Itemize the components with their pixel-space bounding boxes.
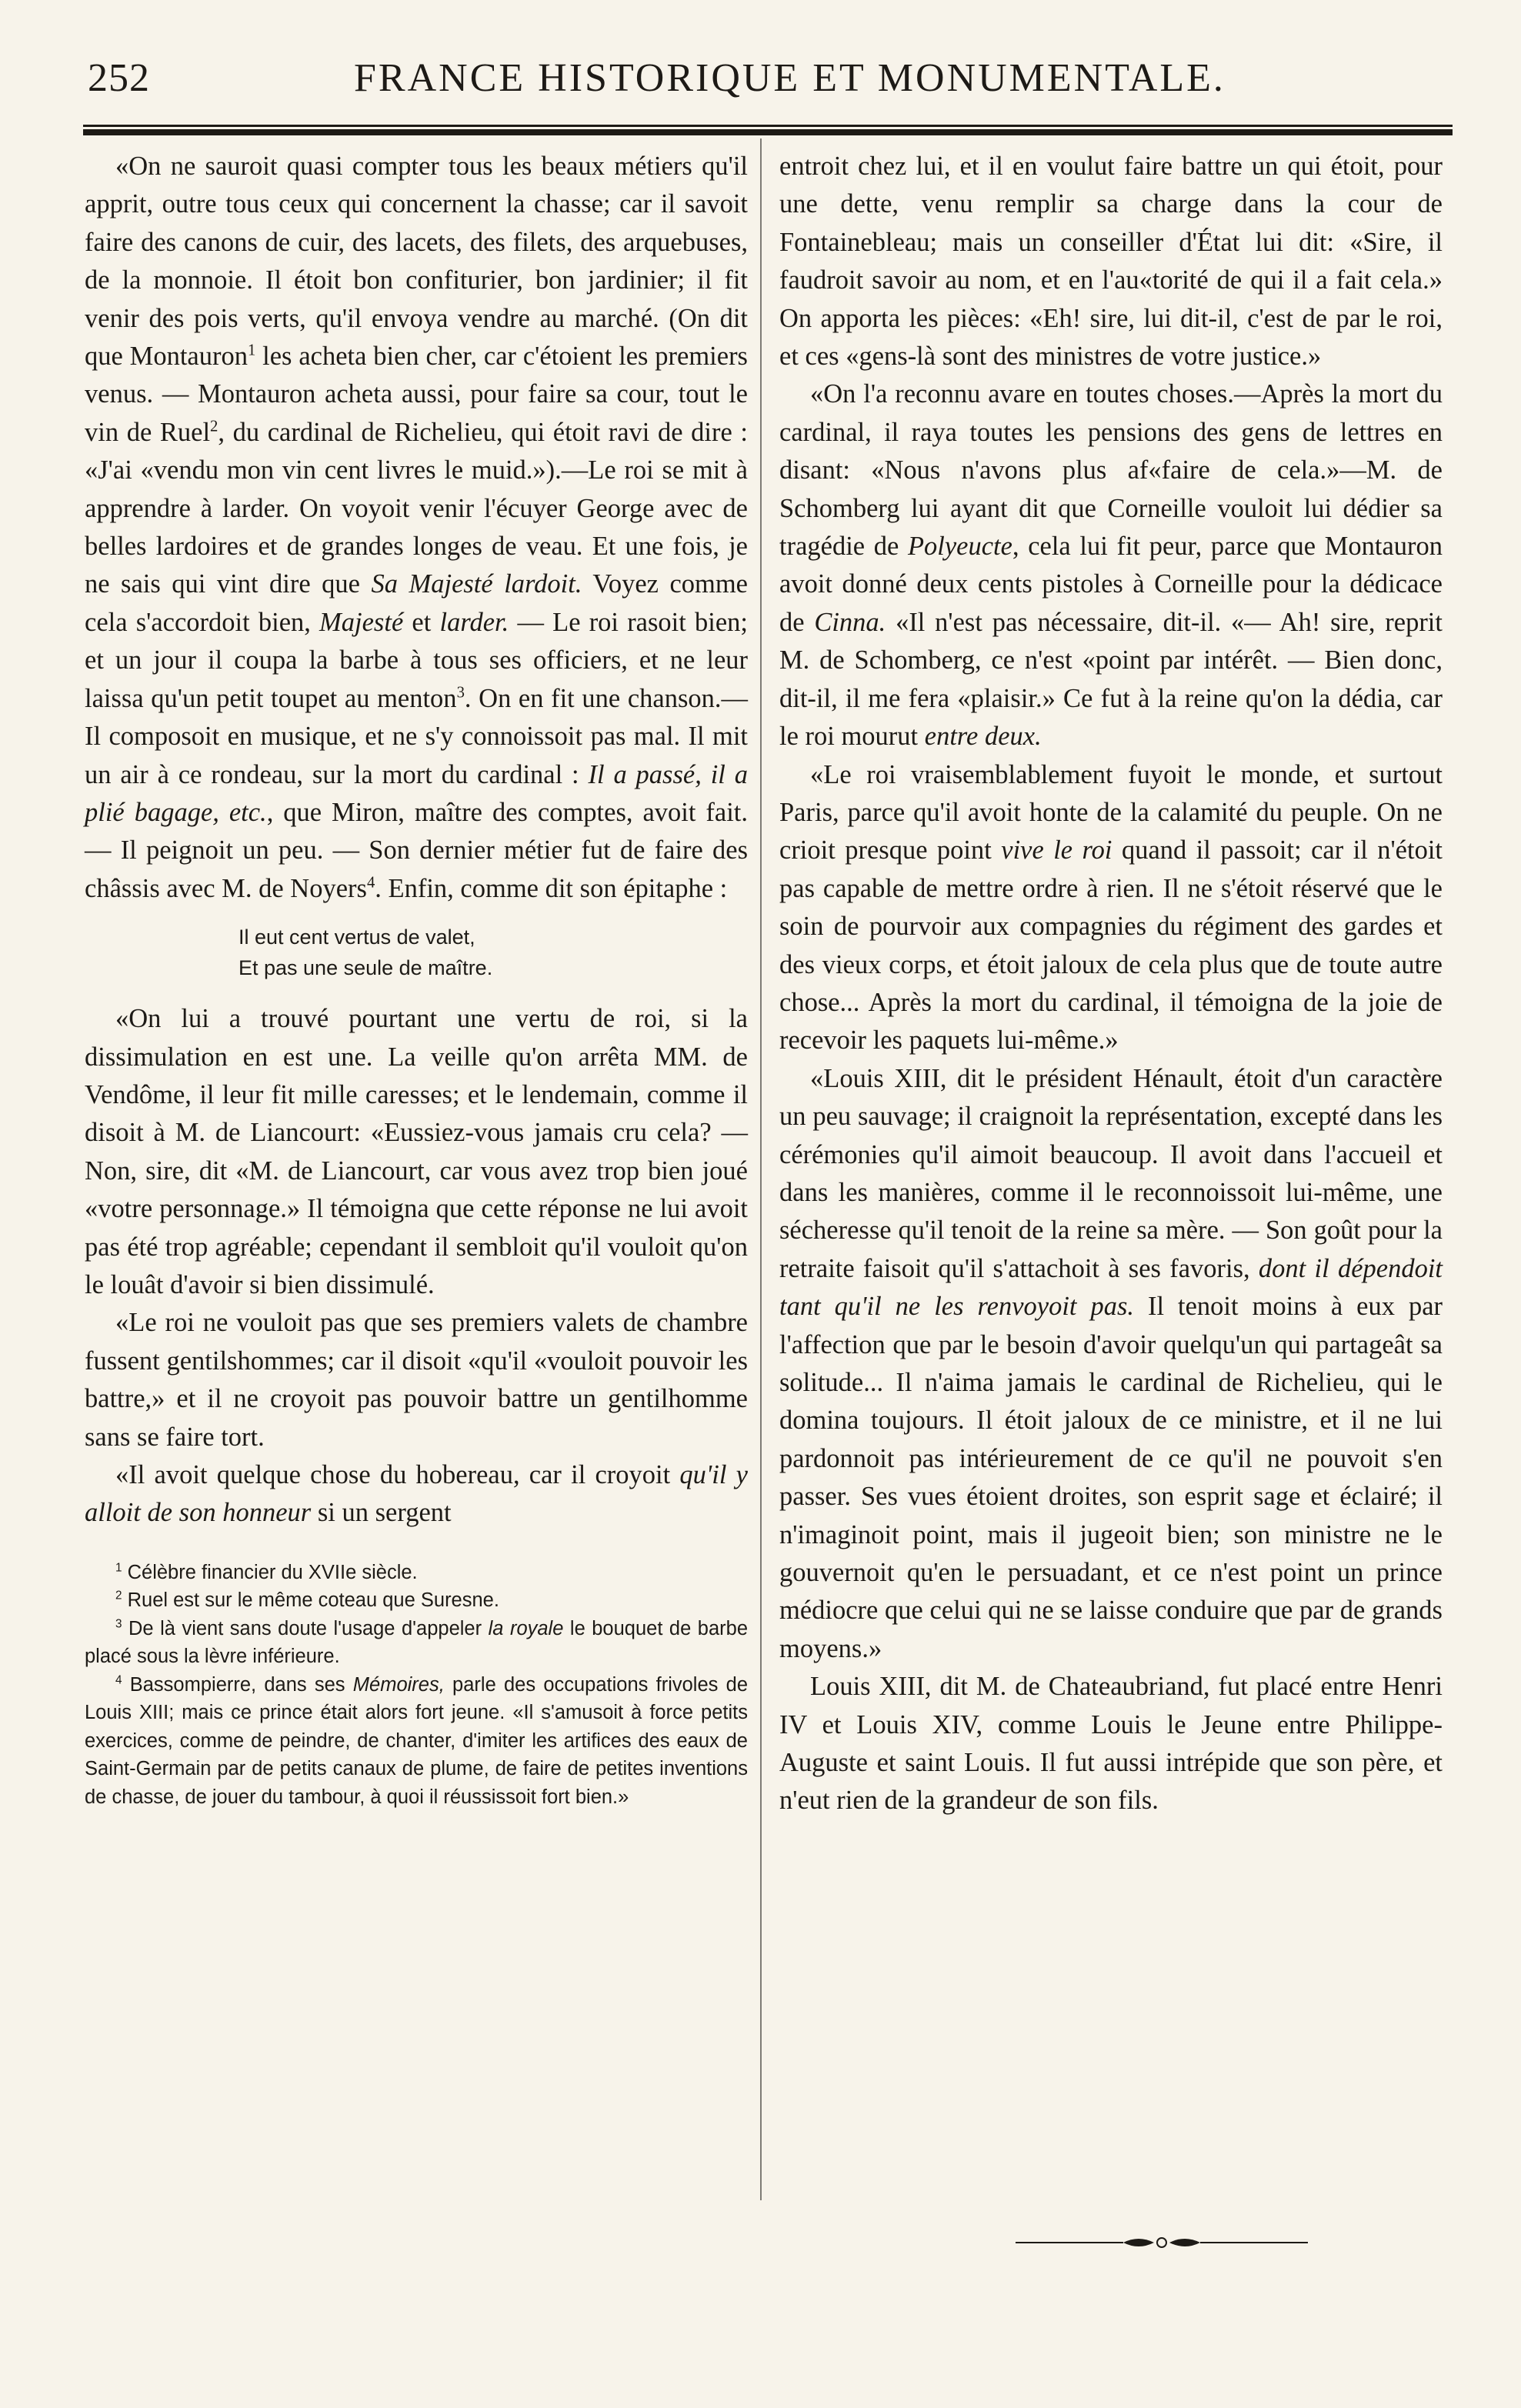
paragraph: «On ne sauroit quasi compter tous les beaux métiers qu'il apprit, outre tous ceux qui concernent la chasse; car il savoit faire des canons de cuir, des lacets, des filets, des arquebuses, de la monnoie. Il étoit bon confiturier, bon jardinier; il fit venir des pois verts, qu'il envoya vendre au marché. (On dit que Montauron$^1$ les acheta bien cher, car c'étoient les premiers venus. — Montauron acheta aussi, pour faire sa cour, tout le vin de Ruel$^2$, du cardinal de Richelieu, qui étoit ravi de dire : «J'ai «vendu mon vin cent livres le muid.»).—Le roi se mit à apprendre à larder. On voyoit venir l'écuyer George avec de belles lardoires et de grandes longes de veau. Et une fois, je ne sais qui vint dire que Sa Majesté lardoit. Voyez comme cela s'accordoit bien, Majesté et larder. — Le roi rasoit bien; et un jour il coupa la barbe à tous ses officiers, et ne leur laissa qu'un petit toupet au menton$^3$. On en fit une chanson.—Il composoit en musique, et ne s'y connoissoit pas mal. Il mit un air à ce rondeau, sur la mort du cardinal : Il a passé, il a plié bagage, etc., que Miron, maître des comptes, avoit fait. — Il peignoit un peu. — Son dernier métier fut de faire des châssis avec M. de Noyers$^4$. Enfin, comme dit son épitaphe : bbox=[85, 152, 748, 903]
paragraph: entroit chez lui, et il en voulut faire battre un qui étoit, pour une dette, venu remplir sa charge dans la cour de Fontainebleau; mais un conseiller d'État lui dit: «Sire, il faudroit savoir au nom, et en l'au«torité de qui il a fait cela.» On apporta les pièces: «Eh! sire, lui dit-il, c'est de par le roi, et ces «gens-là sont des ministres de votre justice.» bbox=[779, 152, 1443, 372]
page-header bbox=[77, 55, 1454, 109]
paragraph: «Le roi ne vouloit pas que ses premiers valets de chambre fussent gentilshommes; car il disoit «qu'il «vouloit pouvoir les battre,» et il ne croyoit pas pouvoir battre un gentilhomme sans se faire tort. bbox=[85, 1308, 748, 1452]
verse-line: Et pas une seule de maître. bbox=[238, 956, 493, 980]
verse-line: Il eut cent vertus de valet, bbox=[238, 926, 475, 949]
footnote-ref: 1 bbox=[247, 342, 256, 359]
paragraph: Louis XIII, dit M. de Chateaubriand, fut placé entre Henri IV et Louis XIV, comme Louis le Jeune entre Philippe-Auguste et saint Louis. Il fut aussi intrépide que son père, et n'eut rien de la grandeur de son fils. bbox=[779, 1672, 1443, 1816]
paragraph: «On l'a reconnu avare en toutes choses.—Après la mort du cardinal, il raya toutes les pensions des gens de lettres en disant: «Nous n'avons plus af«faire de cela.»—M. de Schomberg lui ayant dit que Corneille vouloit lui dédier sa tragédie de Polyeucte, cela lui fit peur, parce que Montauron avoit donné deux cents pistoles à Corneille pour la dédicace de Cinna. «Il n'est pas nécessaire, dit-il. «— Ah! sire, reprit M. de Schomberg, ce n'est «point par intérêt. — Bien donc, dit-il, il me fera «plaisir.» Ce fut à la reine qu'on la dédia, car le roi mourut entre deux. bbox=[779, 379, 1443, 752]
footnote: $^4$ Bassompierre, dans ses Mémoires, parle des occupations frivoles de Louis XIII; mais ce prince était alors fort jeune. «Il s'amusoit à force petits exercices, comme de peindre, de chanter, d'imiter les artifices des eaux de Saint-Germain par de petits canaux de plume, de faire de petites inventions de chasse, de jouer du tambour, à quoi il réussissoit fort bien.» bbox=[85, 1673, 748, 1808]
running-title: FRANCE HISTORIQUE ET MONUMENTALE. bbox=[354, 56, 1226, 100]
paragraph: «Louis XIII, dit le président Hénault, étoit d'un caractère un peu sauvage; il craignoit la représentation, excepté dans les cérémonies qu'il aimoit beaucoup. Il avoit dans l'accueil et dans les manières, comme il le reconnoissoit lui-même, une sécheresse qu'il tenoit de la reine sa mère. — Son goût pour la retraite faisoit qu'il s'attachoit à ses favoris, dont il dépendoit tant qu'il ne les renvoyoit pas. Il tenoit moins à eux par l'affection que par le besoin d'avoir quelqu'un qui partageât sa solitude... Il n'aima jamais le cardinal de Richelieu, qui le domina toujours. Il étoit jaloux de ce ministre, et il ne lui pardonnoit pas intérieurement de ce qu'il ne pouvoit s'en passer. Ses vues étoient droites, son esprit sage et éclairé; il n'imaginoit point, mais il jugeoit bien; son ministre ne le gouvernoit qu'en le persuadant, et ce n'est point un prince médiocre que celui qui ne se laisse conduire que par de grands moyens.» bbox=[779, 1063, 1443, 1663]
end-ornament-icon bbox=[1008, 2231, 1316, 2254]
header-double-rule bbox=[83, 125, 1453, 135]
footnote: $^1$ Célèbre financier du XVIIe siècle. bbox=[115, 1561, 418, 1583]
right-column bbox=[779, 148, 1443, 1820]
paragraph: «Le roi vraisemblablement fuyoit le monde, et surtout Paris, parce qu'il avoit honte de la calamité du peuple. On ne crioit presque point vive le roi quand il passoit; car il n'étoit pas capable de mettre ordre à rien. Il ne s'étoit réservé que le soin de pourvoir aux compagnies du régiment des gardes et des vieux corps, et étoit jaloux de cela plus que de toute autre chose... Après la mort du cardinal, il témoigna de la joie de recevoir les paquets lui-même.» bbox=[779, 759, 1443, 1056]
footnote-ref: 4 bbox=[366, 874, 375, 892]
footnote-ref: 3 bbox=[456, 684, 465, 702]
left-column bbox=[85, 148, 748, 1811]
footnote: $^3$ De là vient sans doute l'usage d'appeler la royale le bouquet de barbe placé sous la lèvre inférieure. bbox=[85, 1617, 748, 1668]
column-divider bbox=[760, 138, 762, 2200]
epitaph-verse bbox=[85, 922, 748, 983]
paragraph: «On lui a trouvé pourtant une vertu de roi, si la dissimulation en est une. La veille qu'on arrêta MM. de Vendôme, il leur fit mille caresses; et le lendemain, comme il disoit à M. de Liancourt: «Eussiez-vous jamais cru cela? — Non, sire, dit «M. de Liancourt, car vous avez trop bien joué «votre personnage.» Il témoigna que cette réponse ne lui avoit pas été trop agréable; cependant il sembloit qu'il vouloit qu'on le louât d'avoir si bien dissimulé. bbox=[85, 1004, 748, 1299]
page-number: 252 bbox=[88, 56, 150, 100]
footnotes bbox=[85, 1559, 748, 1812]
paragraph: «Il avoit quelque chose du hobereau, car il croyoit qu'il y alloit de son honneur si un sergent bbox=[85, 1460, 748, 1528]
footnote: $^2$ Ruel est sur le même coteau que Suresne. bbox=[115, 1589, 499, 1612]
footnote-ref: 2 bbox=[210, 418, 218, 435]
